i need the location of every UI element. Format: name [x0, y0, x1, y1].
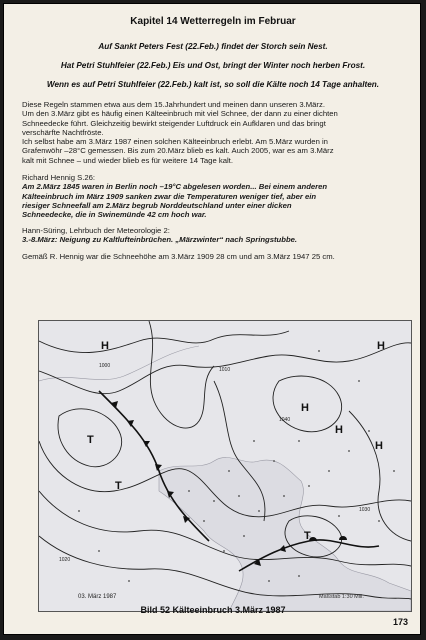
- pressure-high-marker: H: [301, 402, 309, 414]
- book-page: [3, 3, 421, 635]
- paragraph-history: [22, 100, 408, 165]
- text-line: Ich selbst habe am 3.März 1987 einen solchen Kälteeinbruch erlebt. Am 5.März wurden in: [22, 137, 328, 147]
- page-number: 173: [392, 617, 408, 627]
- chapter-heading: Kapitel 14 Wetterregeln im Februar: [130, 16, 296, 27]
- pressure-low-marker: T: [87, 434, 94, 446]
- quote-hann-suering: [22, 226, 408, 245]
- quote-hennig: [22, 173, 408, 219]
- isobar-label: 1020: [59, 557, 71, 563]
- pressure-high-marker: H: [377, 340, 385, 352]
- figure-caption: Bild 52 Kälteeinbruch 3.März 1987: [140, 605, 286, 615]
- pressure-high-marker: H: [335, 424, 343, 436]
- text-line: verschärfte Nachtfröste.: [22, 127, 104, 137]
- text-line: Um den 3.März gibt es häufig einen Kälteeinbruch mit viel Schnee, der dann zu einer dichten: [22, 109, 338, 119]
- map-scale-label: Maßstab 1:30 Mill.: [319, 594, 364, 600]
- map-date-label: 03. März 1987: [78, 594, 117, 600]
- text-line: Grafenwöhr –28°C gemessen. Bis zum 20.März blieb es kalt. Auch 2005, war es am 3.März: [22, 146, 334, 156]
- text-line: 3.-8.März: Neigung zu Kaltlufteinbrüchen. „Märzwinter“ nach Springstubbe.: [22, 235, 298, 245]
- text-line: Gemäß R. Hennig war die Schneehöhe am 3.März 1909 28 cm und am 3.März 1947 25 cm.: [22, 252, 335, 261]
- pressure-high-marker: H: [101, 340, 109, 352]
- weather-rule-1: Auf Sankt Peters Fest (22.Feb.) findet der Storch sein Nest.: [98, 42, 328, 51]
- paragraph-snow-depth: [22, 252, 408, 261]
- isobar-label: 1000: [99, 363, 111, 369]
- pressure-low-marker: T: [304, 530, 311, 542]
- isobar-label: 1030: [359, 507, 371, 513]
- quote-source: Richard Hennig S.26:: [22, 173, 96, 182]
- pressure-high-marker: H: [375, 440, 383, 452]
- weather-map: [38, 320, 412, 612]
- text-line: Schneedecke, die in Swinemünde 42 cm hoch war.: [22, 210, 207, 220]
- text-line: riesiger Schneefall am 2.März begrub Norddeutschland unter einer dicken: [22, 200, 292, 210]
- text-line: Kälteeinbruch im März 1909 sanken zwar die Temperaturen weniger tief, aber ein: [22, 191, 317, 201]
- weather-rule-3: Wenn es auf Petri Stuhlfeier (22.Feb.) kalt ist, so soll die Kälte noch 14 Tage anhalten.: [46, 80, 380, 89]
- text-line: Am 2.März 1845 waren in Berlin noch –19°C abgelesen worden... Bei einem anderen: [22, 182, 328, 192]
- text-line: Diese Regeln stammen etwa aus dem 15.Jahrhundert und meinen dann unseren 3.März.: [22, 100, 325, 109]
- weather-map-image: [39, 321, 411, 611]
- quote-source: Hann-Süring, Lehrbuch der Meteorologie 2:: [22, 226, 170, 235]
- isobar-label: 1010: [219, 367, 231, 373]
- text-line: kalt mit Schnee – und wieder blieb es für weitere 14 Tage kalt.: [22, 155, 233, 165]
- weather-rule-2: Hat Petri Stuhlfeier (22.Feb.) Eis und Ost, bringt der Winter noch herben Frost.: [60, 61, 366, 70]
- pressure-low-marker: T: [115, 480, 122, 492]
- isobar-label: 1040: [279, 417, 291, 423]
- text-line: Schneedecke führt. Gleichzeitig bewirkt steigender Luftdruck ein Aufklaren und das bringt: [22, 118, 326, 128]
